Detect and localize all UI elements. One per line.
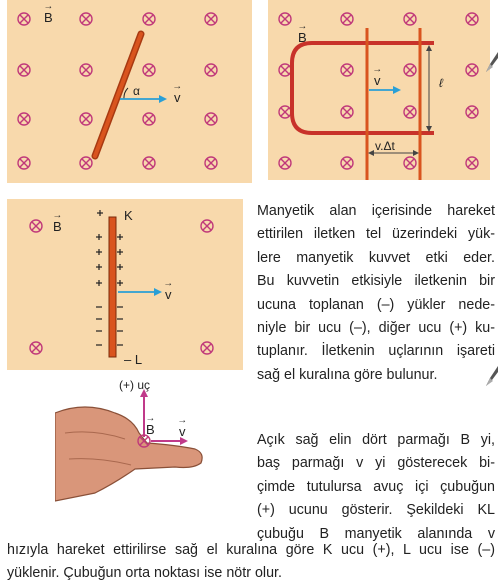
velocity-arrow: [120, 95, 167, 103]
inclined-rod-diagram: [7, 0, 252, 183]
velocity-label-v: → v: [165, 287, 172, 302]
field-into-page-icon: [341, 157, 353, 169]
field-into-page-icon: [205, 13, 217, 25]
text-line: Açık sağ elin dört parmağı → B yi,: [257, 429, 495, 452]
positive-end-label: (+) uç: [119, 378, 151, 392]
field-label-b: → B: [298, 30, 307, 45]
positive-charge-icon: [96, 234, 102, 240]
text-line: niyle bir ucu (–), diğer ucu (+) ku-: [257, 320, 495, 337]
text-line: baş parmağı → v yi gösterecek bi-: [257, 452, 495, 475]
text-line: lere manyetik kuvvet etki eder.: [257, 249, 495, 266]
field-label-b: → B: [53, 219, 62, 234]
field-into-page-icon: [18, 13, 30, 25]
right-hand-rule-figure: [55, 373, 255, 523]
end-label-k: K: [124, 208, 133, 223]
field-into-page-icon: [279, 64, 291, 76]
positive-charge-icon: [96, 264, 102, 270]
panel-sliding-rod: [268, 0, 490, 180]
field-into-page-icon: [143, 13, 155, 25]
field-into-page-icon: [279, 13, 291, 25]
paragraph-right-hand-rule: [257, 429, 495, 546]
field-into-page-icon: [341, 64, 353, 76]
field-into-page-icon: [30, 220, 42, 232]
velocity-label-v: → v: [179, 424, 186, 439]
field-label-b: → B: [44, 10, 53, 25]
field-into-page-icon: [466, 13, 478, 25]
field-into-page-icon: [205, 113, 217, 125]
text-line: (+) ucunu gösterir. Şekildeki KL: [257, 502, 495, 519]
panel-inclined-rod: [7, 0, 252, 183]
paragraph-induction-explanation: [257, 200, 495, 387]
text-line: yüklenir. Çubuğun orta noktası ise nötr olur.: [7, 565, 282, 581]
positive-charge-icon: [96, 249, 102, 255]
positive-charge-icon: [117, 280, 123, 286]
field-into-page-icon: [80, 113, 92, 125]
text-line: ettirilen iletken tel üzerindeki yük-: [257, 226, 495, 243]
u-shaped-rail: [292, 43, 434, 133]
conductor-rod-kl: [109, 217, 116, 357]
field-into-page-icon: [404, 157, 416, 169]
field-into-page-icon: [466, 106, 478, 118]
field-into-page-icon: [205, 157, 217, 169]
field-into-page-icon: [404, 64, 416, 76]
text-line: hızıyla hareket ettirilirse sağ el kuralına göre K ucu (+), L ucu ise (–): [7, 542, 495, 558]
field-into-page-icon: [341, 13, 353, 25]
field-into-page-icon: [143, 157, 155, 169]
distance-label: v.Δt: [375, 139, 395, 153]
field-into-page-icon: [143, 64, 155, 76]
pen-icon: [484, 50, 498, 76]
field-into-page-icon: [341, 106, 353, 118]
text-line: çimde tutulursa avuç içi çubuğun: [257, 478, 495, 495]
text-line: tuplanır. İletkenin uçlarının işareti: [257, 343, 495, 360]
positive-charge-icon: [117, 249, 123, 255]
velocity-label-v: → v: [174, 90, 181, 105]
field-into-page-icon: [201, 342, 213, 354]
field-into-page-icon: [18, 113, 30, 125]
field-into-page-icon: [404, 13, 416, 25]
text-line: Bu kuvvetin etkisiyle iletkenin bir: [257, 273, 495, 290]
positive-charge-icon: [96, 280, 102, 286]
field-into-page-icon: [143, 113, 155, 125]
text-line: sağ el kuralına göre bulunur.: [257, 366, 438, 383]
end-label-l: – L: [124, 352, 143, 367]
field-into-page-icon: [466, 64, 478, 76]
field-into-page-icon: [18, 64, 30, 76]
field-into-page-icon: [404, 106, 416, 118]
velocity-arrow: [118, 288, 162, 296]
field-into-page-icon: [279, 106, 291, 118]
text-line: çubuğu → B manyetik alanında → v: [257, 523, 495, 546]
field-into-page-icon: [279, 157, 291, 169]
paragraph-conclusion: [7, 539, 495, 585]
field-into-page-icon: [18, 157, 30, 169]
charged-rod-diagram: [7, 199, 243, 370]
field-into-page-icon: [80, 64, 92, 76]
field-into-page-icon: [205, 64, 217, 76]
text-line: ucuna toplanan (–) yükler nede-: [257, 296, 495, 313]
velocity-label-v: → v: [374, 73, 381, 88]
angle-arc: [124, 88, 128, 99]
length-label: ℓ: [439, 76, 443, 90]
positive-charge-icon: [117, 264, 123, 270]
field-into-page-icon: [201, 220, 213, 232]
field-into-page-icon: [466, 157, 478, 169]
positive-charge-icon: [117, 234, 123, 240]
field-label-b: → B: [146, 422, 155, 437]
field-into-page-icon: [80, 13, 92, 25]
panel-charged-rod: [7, 199, 243, 370]
angle-label: α: [133, 84, 140, 98]
field-into-page-icon: [30, 342, 42, 354]
hand-illustration: [55, 373, 255, 523]
length-dimension: [426, 45, 432, 132]
field-into-page-icon: [80, 157, 92, 169]
text-line: Manyetik alan içerisinde hareket: [257, 203, 495, 219]
